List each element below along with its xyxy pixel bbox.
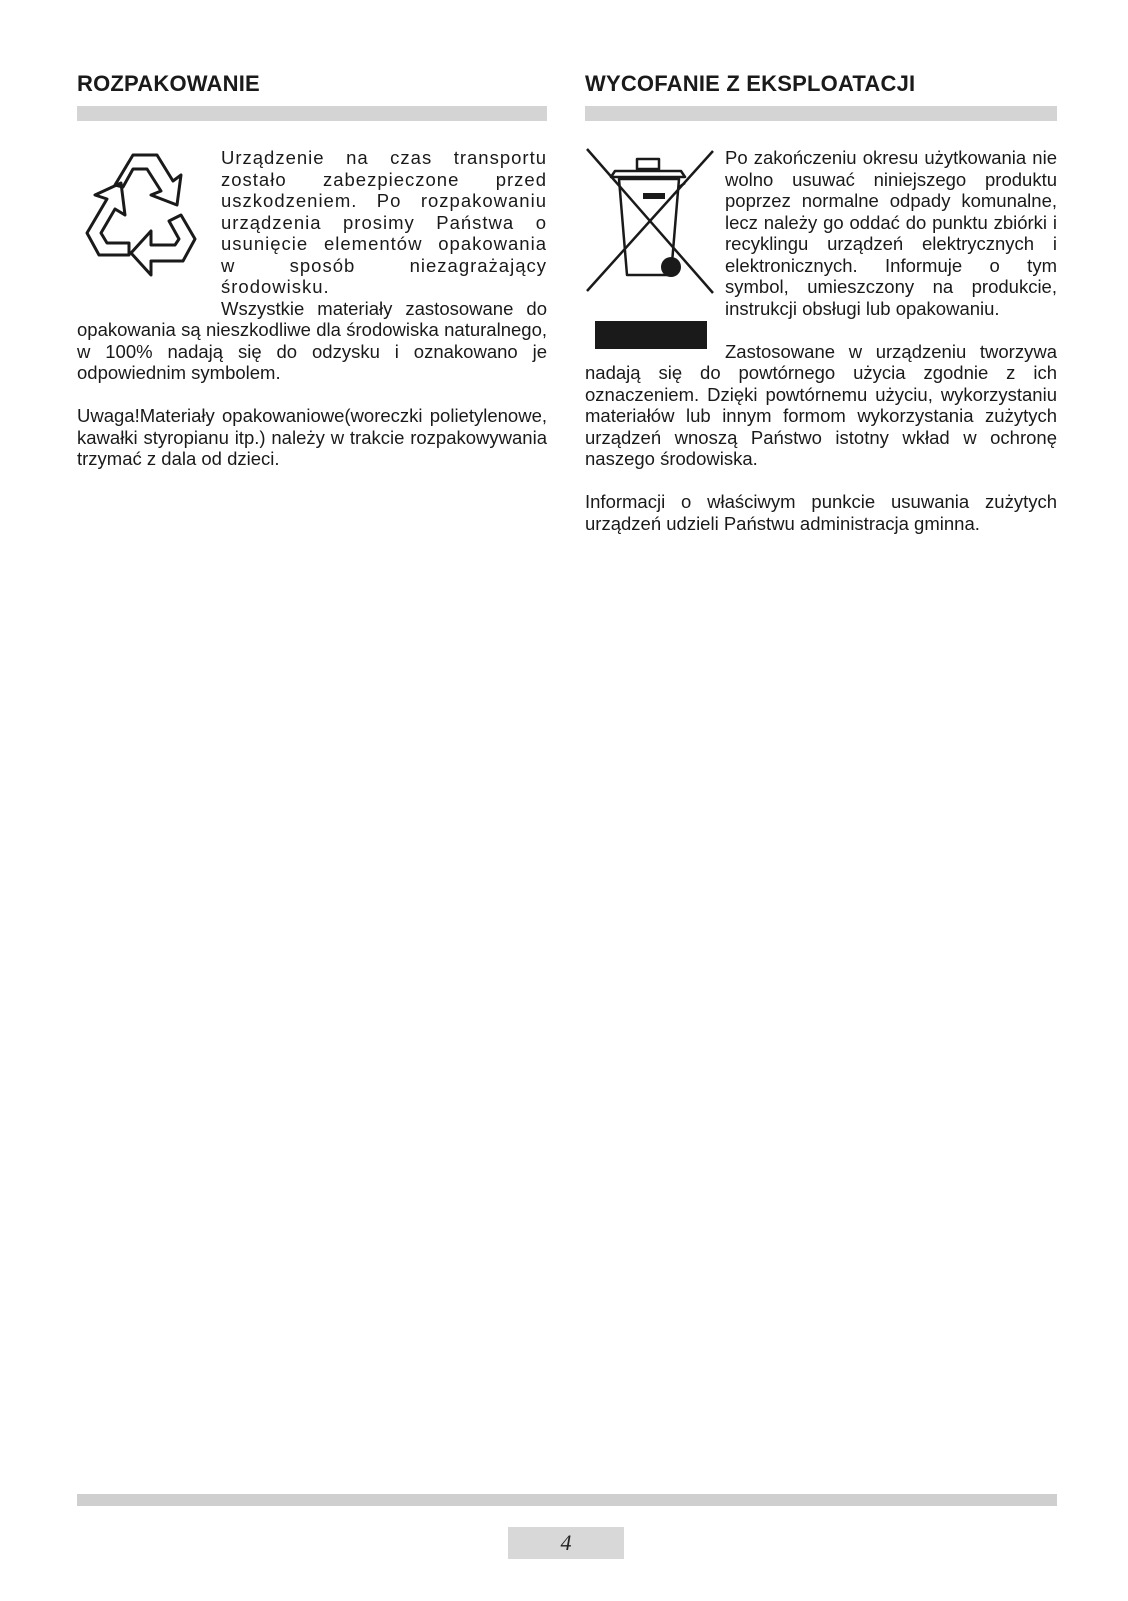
unpacking-paragraph-2: Wszystkie materiały zastosowane do opakowania są nieszkodliwe dla środowiska naturalnego, w 100% nadają się do odzysku i oznakowano je odpowiednim symbolem. bbox=[77, 297, 547, 383]
unpacking-body bbox=[77, 147, 547, 470]
disposal-paragraph-3: Informacji o właściwym punkcie usuwania zużytych urządzeń udzieli Państwu administracja gminna. bbox=[585, 491, 1057, 534]
page-number: 4 bbox=[508, 1527, 624, 1559]
crossed-bin-icon bbox=[585, 147, 717, 353]
disposal-paragraph-1: Po zakończeniu okresu użytkowania nie wolno usuwać niniejszego produktu poprzez normalne odpady komunalne, lecz należy go oddać do punktu zbiórki i recyklingu urządzeń elektrycznych i elektronicznych. Informuje o tym symbol, umieszczony na produkcie, instrukcji obsługi lub opakowaniu. bbox=[725, 147, 1057, 319]
unpacking-heading-rule bbox=[77, 106, 547, 121]
disposal-heading: WYCOFANIE Z EKSPLOATACJI bbox=[585, 71, 916, 96]
unpacking-paragraph-3: Uwaga!Materiały opakowaniowe(woreczki polietylenowe, kawałki styropianu itp.) należy w trakcie rozpakowywania trzymać z dala od dzieci. bbox=[77, 405, 547, 469]
unpacking-heading: ROZPAKOWANIE bbox=[77, 71, 260, 96]
footer-rule bbox=[77, 1494, 1057, 1506]
unpacking-section bbox=[77, 70, 547, 470]
disposal-section bbox=[585, 70, 1057, 534]
disposal-body bbox=[585, 147, 1057, 534]
unpacking-paragraph-1: Urządzenie na czas transportu zostało zabezpieczone przed uszkodzeniem. Po rozpakowaniu urządzenia prosimy Państwa o usunięcie elementów opakowania w sposób niezagrażający środowisku. bbox=[221, 147, 547, 297]
disposal-heading-rule bbox=[585, 106, 1057, 121]
recycle-icon bbox=[77, 147, 201, 289]
disposal-paragraph-2: Zastosowane w urządzeniu tworzywa nadają się do powtórnego użycia zgodnie z ich oznaczeniem. Dzięki powtórnemu użyciu, wykorzystaniu materiałów lub innym formom wykorzystania zużytych urządzeń wnoszą Państwo istotny wkład w ochronę naszego środowiska. bbox=[585, 340, 1057, 469]
